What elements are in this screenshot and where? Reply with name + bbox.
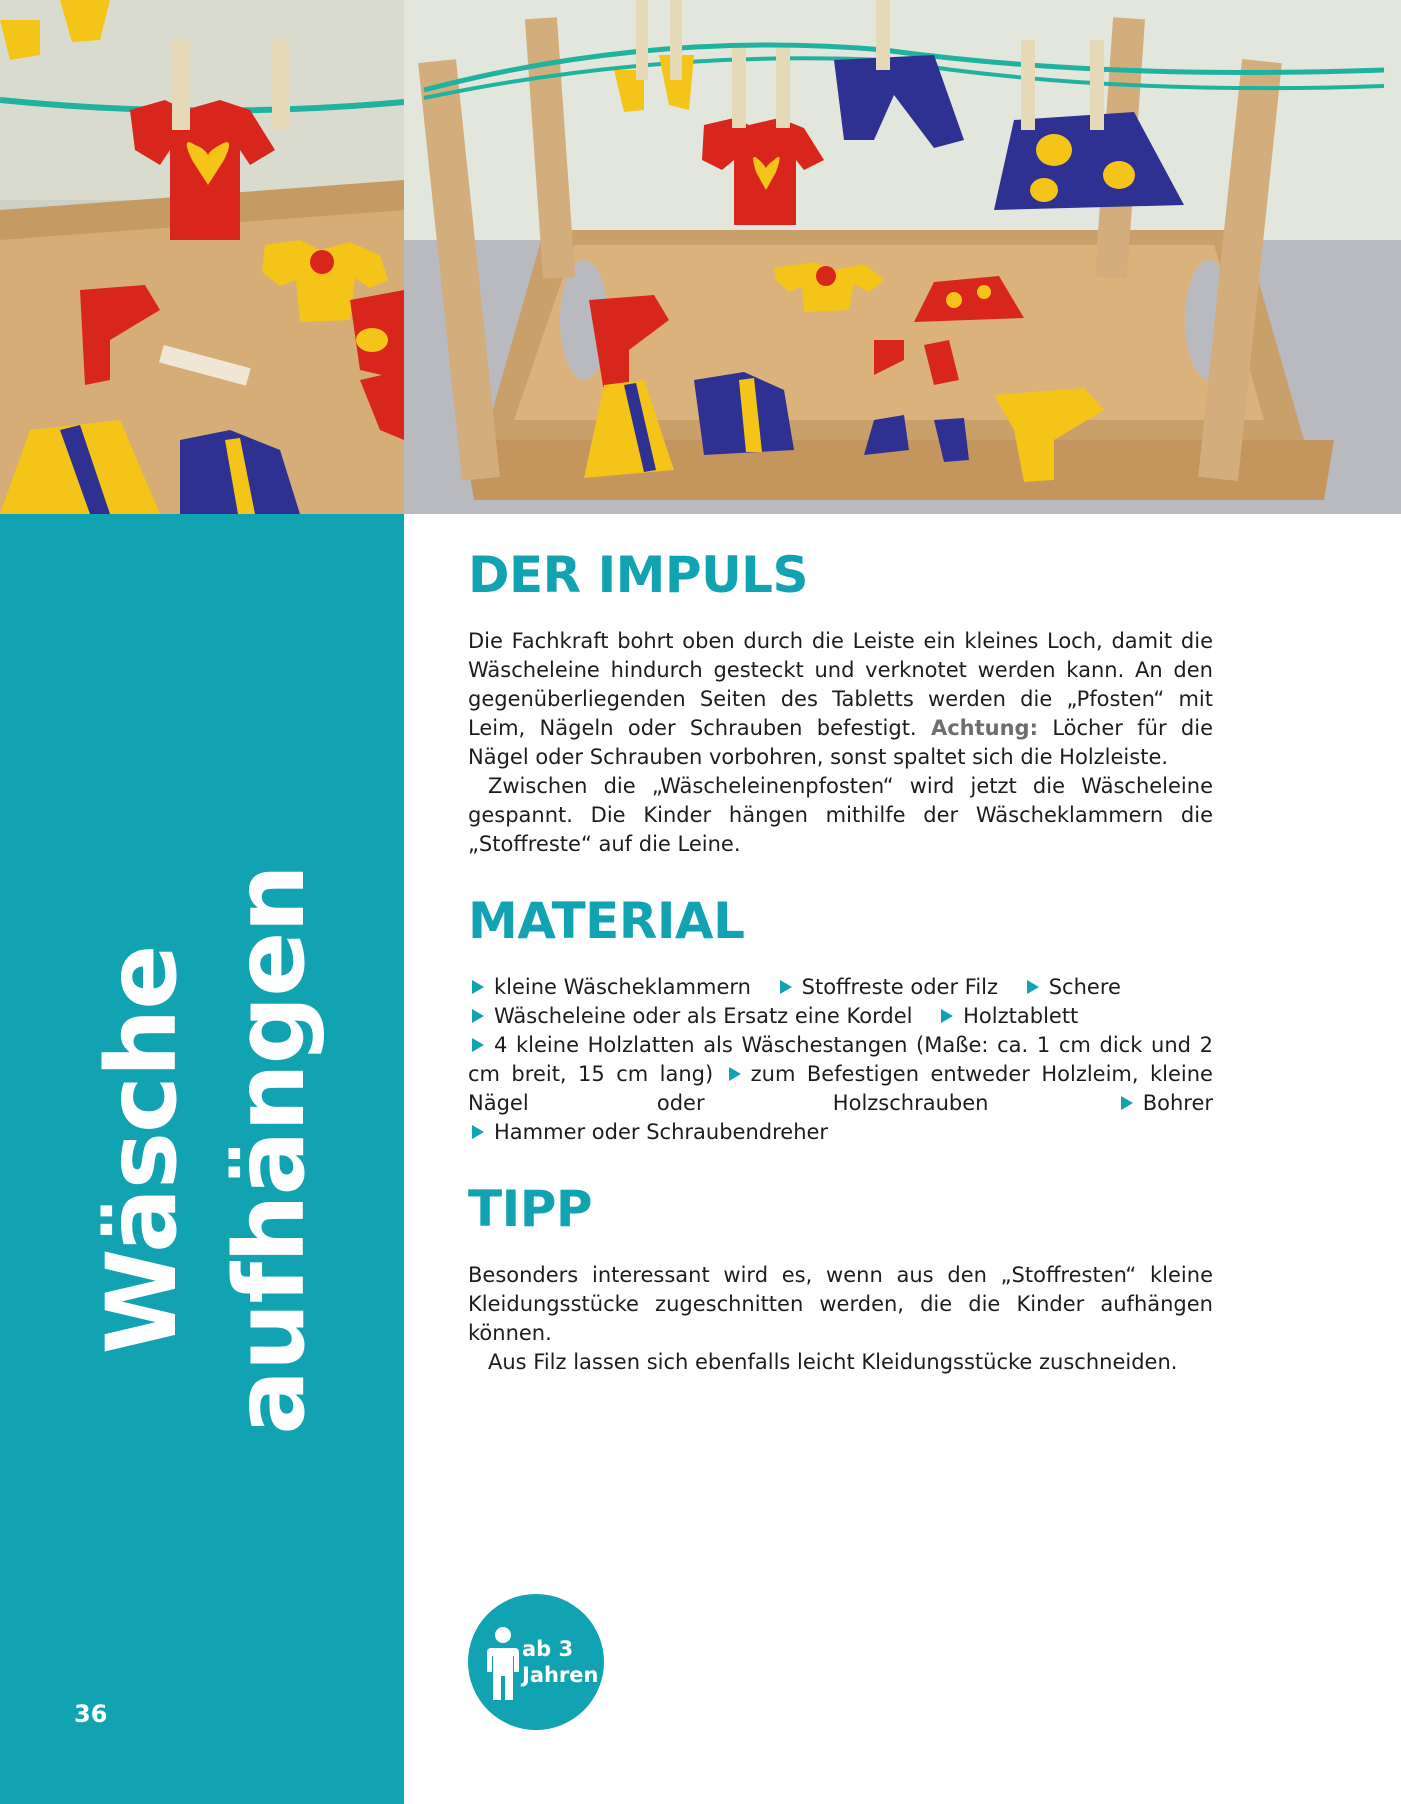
photo-closeup <box>0 0 404 514</box>
material-item: Stoffreste oder Filz <box>776 975 998 999</box>
achtung-label: Achtung: <box>930 716 1038 740</box>
bullet-arrow-icon <box>472 1125 484 1139</box>
material-item: zum Befestigen entweder Holzleim, kleine Nägel oder Holzschrauben <box>468 1062 1213 1115</box>
material-item: Hammer oder Schraubendreher <box>468 1120 828 1144</box>
bullet-arrow-icon <box>780 980 792 994</box>
heading-material: MATERIAL <box>468 892 745 950</box>
bullet-arrow-icon <box>472 980 484 994</box>
bullet-arrow-icon <box>941 1009 953 1023</box>
impuls-text-2: Löcher für die Nägel oder Schrauben vorbohren, sonst spaltet sich die Holzleiste. <box>468 716 1213 769</box>
bullet-arrow-icon <box>472 1009 484 1023</box>
impuls-text-1: Die Fachkraft bohrt oben durch die Leiste ein kleines Loch, damit die Wäscheleine hindurch gesteckt und verknotet werden kann. An den gegenüberliegenden Seiten des Tabletts werden die „Pfosten“ mit Leim, Nägeln oder Schrauben befestigt. <box>468 629 1213 740</box>
child-figure-icon <box>486 1626 520 1702</box>
age-badge <box>468 1594 604 1730</box>
material-item: 4 kleine Holzlatten als Wäschestangen (Maße: ca. 1 cm dick und 2 cm breit, 15 cm lang) <box>468 1033 1213 1086</box>
tipp-paragraph-2: Aus Filz lassen sich ebenfalls leicht Kleidungsstücke zuschneiden. <box>488 1350 1178 1374</box>
material-item: Bohrer <box>1117 1091 1213 1115</box>
section-impuls <box>468 545 1213 859</box>
age-label <box>522 1636 598 1688</box>
age-line-1: ab 3 <box>522 1637 574 1661</box>
material-list <box>468 973 1213 1147</box>
page-number: 36 <box>74 1700 108 1728</box>
impuls-paragraph-1 <box>468 627 1213 772</box>
impuls-paragraph-2: Zwischen die „Wäscheleinenpfosten“ wird jetzt die Wäscheleine gespannt. Die Kinder hängen mithilfe der Wäscheklammern die „Stoffreste“ auf die Leine. <box>468 774 1213 856</box>
main-content <box>468 545 1213 1409</box>
bullet-arrow-icon <box>472 1038 484 1052</box>
bullet-arrow-icon <box>729 1067 741 1081</box>
title-line-2: aufhängen <box>214 865 326 1435</box>
section-tipp <box>468 1179 1213 1377</box>
photo-overview <box>404 0 1401 514</box>
heading-impuls: DER IMPULS <box>468 546 809 604</box>
bullet-arrow-icon <box>1027 980 1039 994</box>
material-item: Schere <box>1023 975 1121 999</box>
tipp-paragraph-1: Besonders interessant wird es, wenn aus den „Stoffresten“ kleine Kleidungsstücke zugeschnitten werden, die die Kinder aufhängen können. <box>468 1263 1213 1345</box>
material-item: Wäscheleine oder als Ersatz eine Kordel <box>468 1004 912 1028</box>
title-line-1: Wäsche <box>86 945 198 1355</box>
vertical-title <box>56 830 356 1470</box>
material-item: Holztablett <box>937 1004 1078 1028</box>
heading-tipp: TIPP <box>468 1180 593 1238</box>
bullet-arrow-icon <box>1121 1096 1133 1110</box>
age-line-2: Jahren <box>522 1663 599 1687</box>
material-item: kleine Wäscheklammern <box>468 975 751 999</box>
section-material <box>468 891 1213 1147</box>
